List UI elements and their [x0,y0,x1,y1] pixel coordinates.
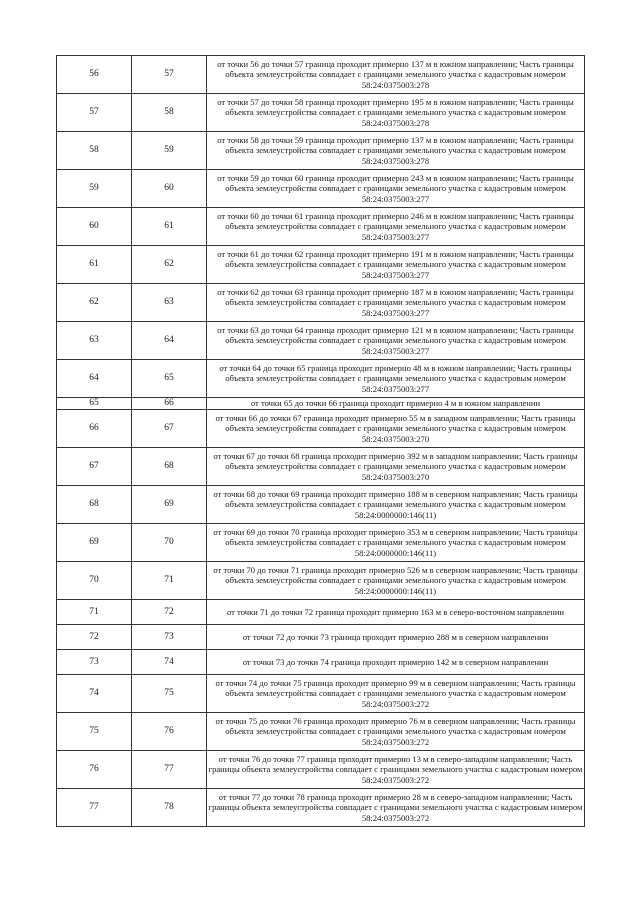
point-from-cell: 75 [57,713,132,751]
point-to-cell: 77 [132,751,207,789]
point-to-cell: 60 [132,170,207,208]
boundary-description-cell: от точки 67 до точки 68 граница проходит примерно 392 м в западном направлении; Часть границы объекта землеустройства совпадает с границами земельного участка с кадастровым номером 58:24:0375003:270 [207,448,585,486]
boundary-description-cell: от точки 75 до точки 76 граница проходит примерно 76 м в северном направлении; Часть границы объекта землеустройства совпадает с границами земельного участка с кадастровым номером 58:24:0375003:272 [207,713,585,751]
table-row [57,246,585,284]
boundary-description-cell: от точки 56 до точки 57 граница проходит примерно 137 м в южном направлении; Часть границы объекта землеустройства совпадает с границами земельного участка с кадастровым номером 58:24:0375003:278 [207,56,585,94]
boundary-description-cell: от точки 59 до точки 60 граница проходит примерно 243 м в южном направлении; Часть границы объекта землеустройства совпадает с границами земельного участка с кадастровым номером 58:24:0375003:277 [207,170,585,208]
table-row [57,284,585,322]
boundary-description-cell: от точки 77 до точки 78 граница проходит примерно 28 м в северо-западном направлении; Часть границы объекта землеустройства совпадает с границами земельного участка с кадастровым номером 58:24:0375003:272 [207,789,585,827]
point-to-cell: 61 [132,208,207,246]
boundary-description-cell: от точки 73 до точки 74 граница проходит примерно 142 м в северном направлении [207,650,585,675]
table-row [57,751,585,789]
table-row [57,625,585,650]
point-from-cell: 64 [57,360,132,398]
boundary-description-cell: от точки 60 до точки 61 граница проходит примерно 246 м в южном направлении; Часть границы объекта землеустройства совпадает с границами земельного участка с кадастровым номером 58:24:0375003:277 [207,208,585,246]
boundary-description-cell: от точки 62 до точки 63 граница проходит примерно 187 м в южном направлении; Часть границы объекта землеустройства совпадает с границами земельного участка с кадастровым номером 58:24:0375003:277 [207,284,585,322]
table-row [57,398,585,410]
boundary-description-cell: от точки 58 до точки 59 граница проходит примерно 137 м в южном направлении; Часть границы объекта землеустройства совпадает с границами земельного участка с кадастровым номером 58:24:0375003:278 [207,132,585,170]
table-row [57,562,585,600]
boundary-description-cell: от точки 68 до точки 69 граница проходит примерно 188 м в северном направлении; Часть границы объекта землеустройства совпадает с границами земельного участка с кадастровым номером 58:24:0000000:146(11) [207,486,585,524]
table-row [57,208,585,246]
point-from-cell: 69 [57,524,132,562]
table-row [57,789,585,827]
point-from-cell: 61 [57,246,132,284]
point-from-cell: 71 [57,600,132,625]
table-row [57,94,585,132]
table-row [57,448,585,486]
point-from-cell: 63 [57,322,132,360]
table-row [57,322,585,360]
point-from-cell: 76 [57,751,132,789]
point-from-cell: 73 [57,650,132,675]
point-to-cell: 65 [132,360,207,398]
point-to-cell: 69 [132,486,207,524]
point-from-cell: 66 [57,410,132,448]
point-from-cell: 72 [57,625,132,650]
boundary-description-cell: от точки 74 до точки 75 граница проходит примерно 99 м в северном направлении; Часть границы объекта землеустройства совпадает с границами земельного участка с кадастровым номером 58:24:0375003:272 [207,675,585,713]
point-to-cell: 66 [132,398,207,410]
table-body [57,56,585,827]
boundary-description-cell: от точки 65 до точки 66 граница проходит примерно 4 м в южном направлении [207,398,585,410]
boundary-description-cell: от точки 72 до точки 73 граница проходит примерно 288 м в северном направлении [207,625,585,650]
point-from-cell: 57 [57,94,132,132]
point-from-cell: 65 [57,398,132,410]
point-to-cell: 62 [132,246,207,284]
boundary-description-cell: от точки 61 до точки 62 граница проходит примерно 191 м в южном направлении; Часть границы объекта землеустройства совпадает с границами земельного участка с кадастровым номером 58:24:0375003:277 [207,246,585,284]
point-to-cell: 70 [132,524,207,562]
point-to-cell: 74 [132,650,207,675]
table-row [57,56,585,94]
point-from-cell: 77 [57,789,132,827]
point-to-cell: 57 [132,56,207,94]
boundary-description-cell: от точки 70 до точки 71 граница проходит примерно 526 м в северном направлении; Часть границы объекта землеустройства совпадает с границами земельного участка с кадастровым номером 58:24:0000000:146(11) [207,562,585,600]
table-row [57,600,585,625]
point-to-cell: 76 [132,713,207,751]
point-to-cell: 73 [132,625,207,650]
boundary-description-cell: от точки 71 до точки 72 граница проходит примерно 163 м в северо-восточном направлении [207,600,585,625]
table-row [57,410,585,448]
point-from-cell: 60 [57,208,132,246]
point-from-cell: 62 [57,284,132,322]
boundary-description-cell: от точки 66 до точки 67 граница проходит примерно 55 м в западном направлении; Часть границы объекта землеустройства совпадает с границами земельного участка с кадастровым номером 58:24:0375003:270 [207,410,585,448]
table-row [57,360,585,398]
boundary-description-cell: от точки 69 до точки 70 граница проходит примерно 353 м в северном направлении; Часть границы объекта землеустройства совпадает с границами земельного участка с кадастровым номером 58:24:0000000:146(11) [207,524,585,562]
point-to-cell: 71 [132,562,207,600]
table-row [57,170,585,208]
table-row [57,524,585,562]
boundary-description-cell: от точки 63 до точки 64 граница проходит примерно 121 м в южном направлении; Часть границы объекта землеустройства совпадает с границами земельного участка с кадастровым номером 58:24:0375003:277 [207,322,585,360]
point-to-cell: 72 [132,600,207,625]
table-row [57,713,585,751]
table-row [57,650,585,675]
point-from-cell: 56 [57,56,132,94]
point-to-cell: 64 [132,322,207,360]
table-row [57,486,585,524]
point-to-cell: 78 [132,789,207,827]
point-to-cell: 75 [132,675,207,713]
point-from-cell: 59 [57,170,132,208]
point-from-cell: 70 [57,562,132,600]
point-from-cell: 58 [57,132,132,170]
boundary-description-cell: от точки 76 до точки 77 граница проходит примерно 13 м в северо-западном направлении; Часть границы объекта землеустройства совпадает с границами земельного участка с кадастровым номером 58:24:0375003:272 [207,751,585,789]
point-to-cell: 63 [132,284,207,322]
point-to-cell: 68 [132,448,207,486]
table-row [57,675,585,713]
point-to-cell: 59 [132,132,207,170]
boundary-description-cell: от точки 57 до точки 58 граница проходит примерно 195 м в южном направлении; Часть границы объекта землеустройства совпадает с границами земельного участка с кадастровым номером 58:24:0375003:278 [207,94,585,132]
point-from-cell: 74 [57,675,132,713]
point-from-cell: 67 [57,448,132,486]
point-from-cell: 68 [57,486,132,524]
boundary-description-table [56,55,585,827]
point-to-cell: 58 [132,94,207,132]
point-to-cell: 67 [132,410,207,448]
boundary-description-cell: от точки 64 до точки 65 граница проходит примерно 48 м в южном направлении; Часть границы объекта землеустройства совпадает с границами земельного участка с кадастровым номером 58:24:0375003:277 [207,360,585,398]
table-row [57,132,585,170]
